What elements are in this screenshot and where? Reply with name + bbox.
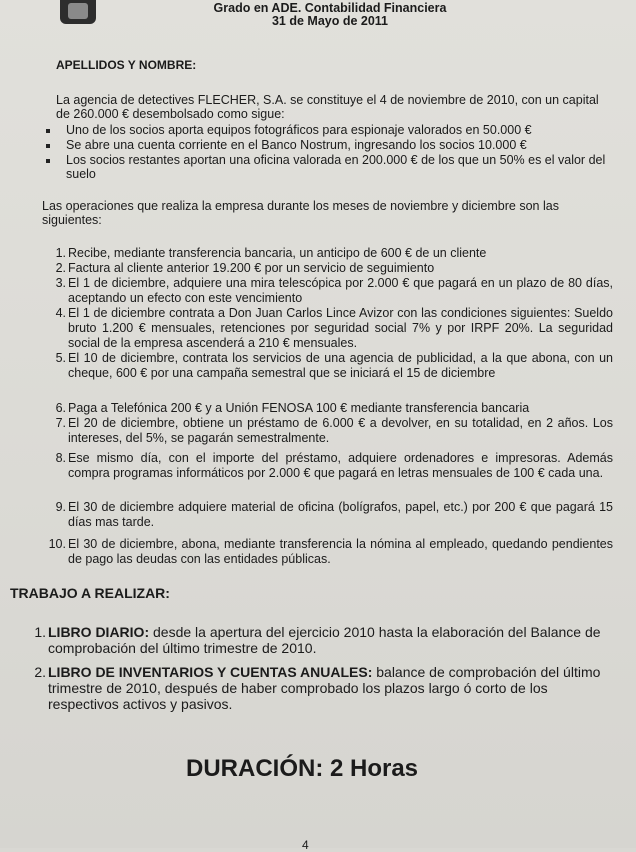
intro-paragraph: La agencia de detectives FLECHER, S.A. se constituye el 4 de noviembre de 2010, con un capital de 260.000 € desembolsado como sigue: — [56, 93, 599, 121]
operation-text: El 1 de diciembre contrata a Don Juan Carlos Lince Avizor con las condiciones siguientes: Sueldo bruto 1.200 € mensuales, retenciones por seguridad social 7% y por IRPF 20%. La seguridad social de la empresa ascenderá a 210 € mensuales. — [68, 306, 613, 350]
bullet-text: Se abre una cuenta corriente en el Banco Nostrum, ingresando los socios 10.000 € — [66, 138, 527, 152]
operation-text: El 1 de diciembre, adquiere una mira telescópica por 2.000 € que pagará en un plazo de 80 días, aceptando un efecto con este vencimiento — [68, 276, 613, 305]
operation-number: 8. — [55, 451, 66, 465]
operation-number: 9. — [55, 500, 66, 514]
operation-number: 7. — [55, 416, 66, 430]
bullet-icon — [46, 144, 50, 148]
operation-text: El 10 de diciembre, contrata los servicios de una agencia de publicidad, a la que abona, con un cheque, 600 € por una campaña semestral que se iniciará el 15 de diciembre — [68, 351, 613, 380]
bullet-text: Los socios restantes aportan una oficina valorada en 200.000 € de los que un 50% es el valor del suelo — [66, 153, 606, 181]
task-number: 2. — [34, 664, 46, 680]
task-text — [48, 624, 620, 656]
operation-text: El 30 de diciembre, abona, mediante transferencia la nómina al empleado, quedando pendientes de pago las deudas con las entidades públicas. — [68, 537, 613, 566]
exam-date: 31 de Mayo de 2011 — [271, 14, 389, 28]
task-section-heading: TRABAJO A REALIZAR: — [10, 585, 170, 601]
operation-number: 4. — [55, 306, 66, 320]
operation-text: Recibe, mediante transferencia bancaria, un anticipo de 600 € de un cliente — [68, 246, 487, 260]
exam-duration: DURACIÓN: 2 Horas — [186, 755, 419, 782]
task-title: LIBRO DE INVENTARIOS Y CUENTAS ANUALES: — [48, 664, 373, 680]
task-description: desde la apertura del ejercicio 2010 hasta la elaboración del Balance de comprobación del último trimestre de 2010. — [48, 624, 601, 656]
bullet-icon — [46, 129, 50, 133]
task-description: balance de comprobación del último trimestre de 2010, después de haber comprobado los plazos largo ó corto de los respectivos activos y pasivos. — [48, 664, 601, 712]
operation-text: Paga a Telefónica 200 € y a Unión FENOSA 100 € mediante transferencia bancaria — [68, 401, 530, 415]
page-number: 4 — [302, 838, 309, 852]
bullet-text: Uno de los socios aporta equipos fotográficos para espionaje valorados en 50.000 € — [66, 123, 532, 137]
university-logo — [60, 0, 96, 24]
operation-number: 1. — [55, 246, 66, 260]
task-text — [48, 664, 620, 712]
operation-number: 2. — [55, 261, 66, 275]
operation-text: El 30 de diciembre adquiere material de oficina (bolígrafos, papel, etc.) por 200 € que pagará 15 días mas tarde. — [68, 500, 613, 529]
operation-number: 10. — [48, 537, 66, 551]
operation-text: El 20 de diciembre, obtiene un préstamo de 6.000 € a devolver, en su totalidad, en 2 años. Los intereses, del 5%, se pagarán semestralmente. — [68, 416, 613, 445]
operation-text: Factura al cliente anterior 19.200 € por un servicio de seguimiento — [68, 261, 435, 275]
bullet-icon — [46, 159, 50, 163]
operation-number: 5. — [55, 351, 66, 365]
operations-intro: Las operaciones que realiza la empresa durante los meses de noviembre y diciembre son las siguientes: — [42, 199, 559, 227]
logo-emblem — [68, 3, 88, 19]
course-title: Grado en ADE. Contabilidad Financiera — [213, 1, 447, 15]
operation-text: Ese mismo día, con el importe del préstamo, adquiere ordenadores e impresoras. Además compra programas informáticos por 2.000 € que pagará en letras mensuales de 100 € cada una. — [68, 451, 613, 480]
operation-number: 3. — [55, 276, 66, 290]
operation-number: 6. — [55, 401, 66, 415]
task-title: LIBRO DIARIO: — [48, 624, 150, 640]
task-number: 1. — [34, 624, 46, 640]
name-field-label: APELLIDOS Y NOMBRE: — [56, 58, 197, 72]
